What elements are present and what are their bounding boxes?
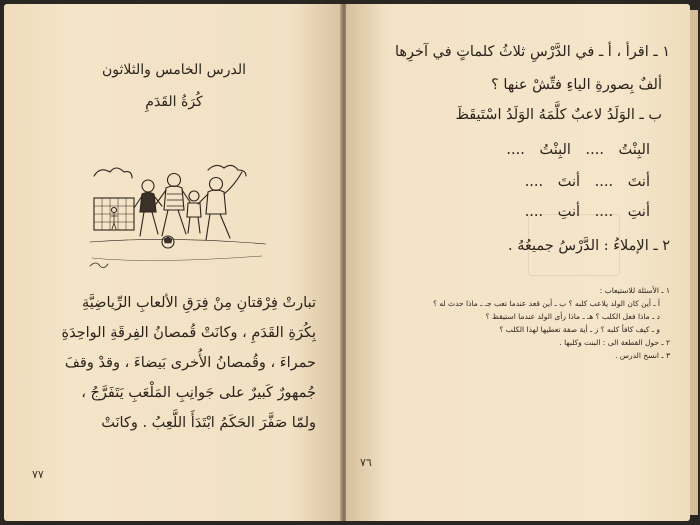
question-line: أ ـ أين كان الولد يلاعب كلبه ؟ ب ـ أين قعد عندما تعب جـ ـ ماذا حدث له ؟ [432,299,660,308]
drill-row: أنتَ .... أنتَ .... [524,174,650,190]
exercise-1-line: ألفٌ بِصورةِ الياءِ فتِّشْ عنها ؟ [491,77,662,93]
right-page [346,4,690,521]
left-page [4,4,342,521]
page-edges [690,10,698,515]
football-illustration [88,154,268,272]
questions-block [360,284,670,362]
question-line: د ـ ماذا فعل الكلب ؟ هـ ـ ماذا رأى الولد عندما استيقظ ؟ [485,312,660,321]
question-line: ٢ ـ حول القطعة الى : البنت وكلبها . [559,338,670,347]
exercise-1-line: ١ ـ اقرأ ، أ ـ في الدَّرْسِ ثلاثُ كلماتٍ في آخرِها [394,44,670,60]
left-page-number: ٧٧ [32,468,44,481]
right-page-number: ٧٦ [360,456,372,469]
question-line: و ـ كيف كافأ كلبه ؟ ز ـ أية صفة تعطيها لهذا الكلب ؟ [499,325,660,334]
drill-row: البِنْتُ .... البِنْتُ .... [506,142,650,158]
drill-row: أنتِ .... أنتِ .... [524,204,650,220]
lesson-subtitle: كُرَةُ القَدَمِ [145,94,203,110]
exercise-1-line: ب ـ الوَلَدُ لاعبٌ كلَّمَهُ الوَلَدُ اسْتَيقَظَ [455,107,662,123]
story-line: ولمّا صَفَّرَ الحَكَمُ ابْتَدَأَ اللَّعِبُ . وكانَتْ [101,415,316,431]
open-book [4,4,696,521]
question-line: ١ ـ الأسئلة للاستيعاب : [599,286,670,295]
story-text [26,288,316,438]
lesson-title: الدرس الخامس والثلاثون [102,62,246,78]
story-line: حمراءَ ، وقُمصانُ الأُخرى بَيضاءَ ، وقدْ وقفَ [64,355,316,371]
exercise-2: ٢ ـ الإملاءُ : الدَّرْسُ جميعُهُ . [508,238,670,254]
story-line: تبارتْ فِرْقتانِ مِنْ فِرَقِ الألعابِ الرِّياضِيَّةِ [82,295,316,311]
story-line: بِكُرَةِ القَدَمِ ، وكانَتْ قُمصانُ الفِرقَةِ الواحِدَةِ [61,325,316,341]
story-line: جُمهورٌ كَبيرٌ على جَوانِبِ المَلْعَبِ يَتَفَرَّجُ ، [81,385,316,401]
question-line: ٣ ـ انسخ الدرس . [615,351,670,360]
